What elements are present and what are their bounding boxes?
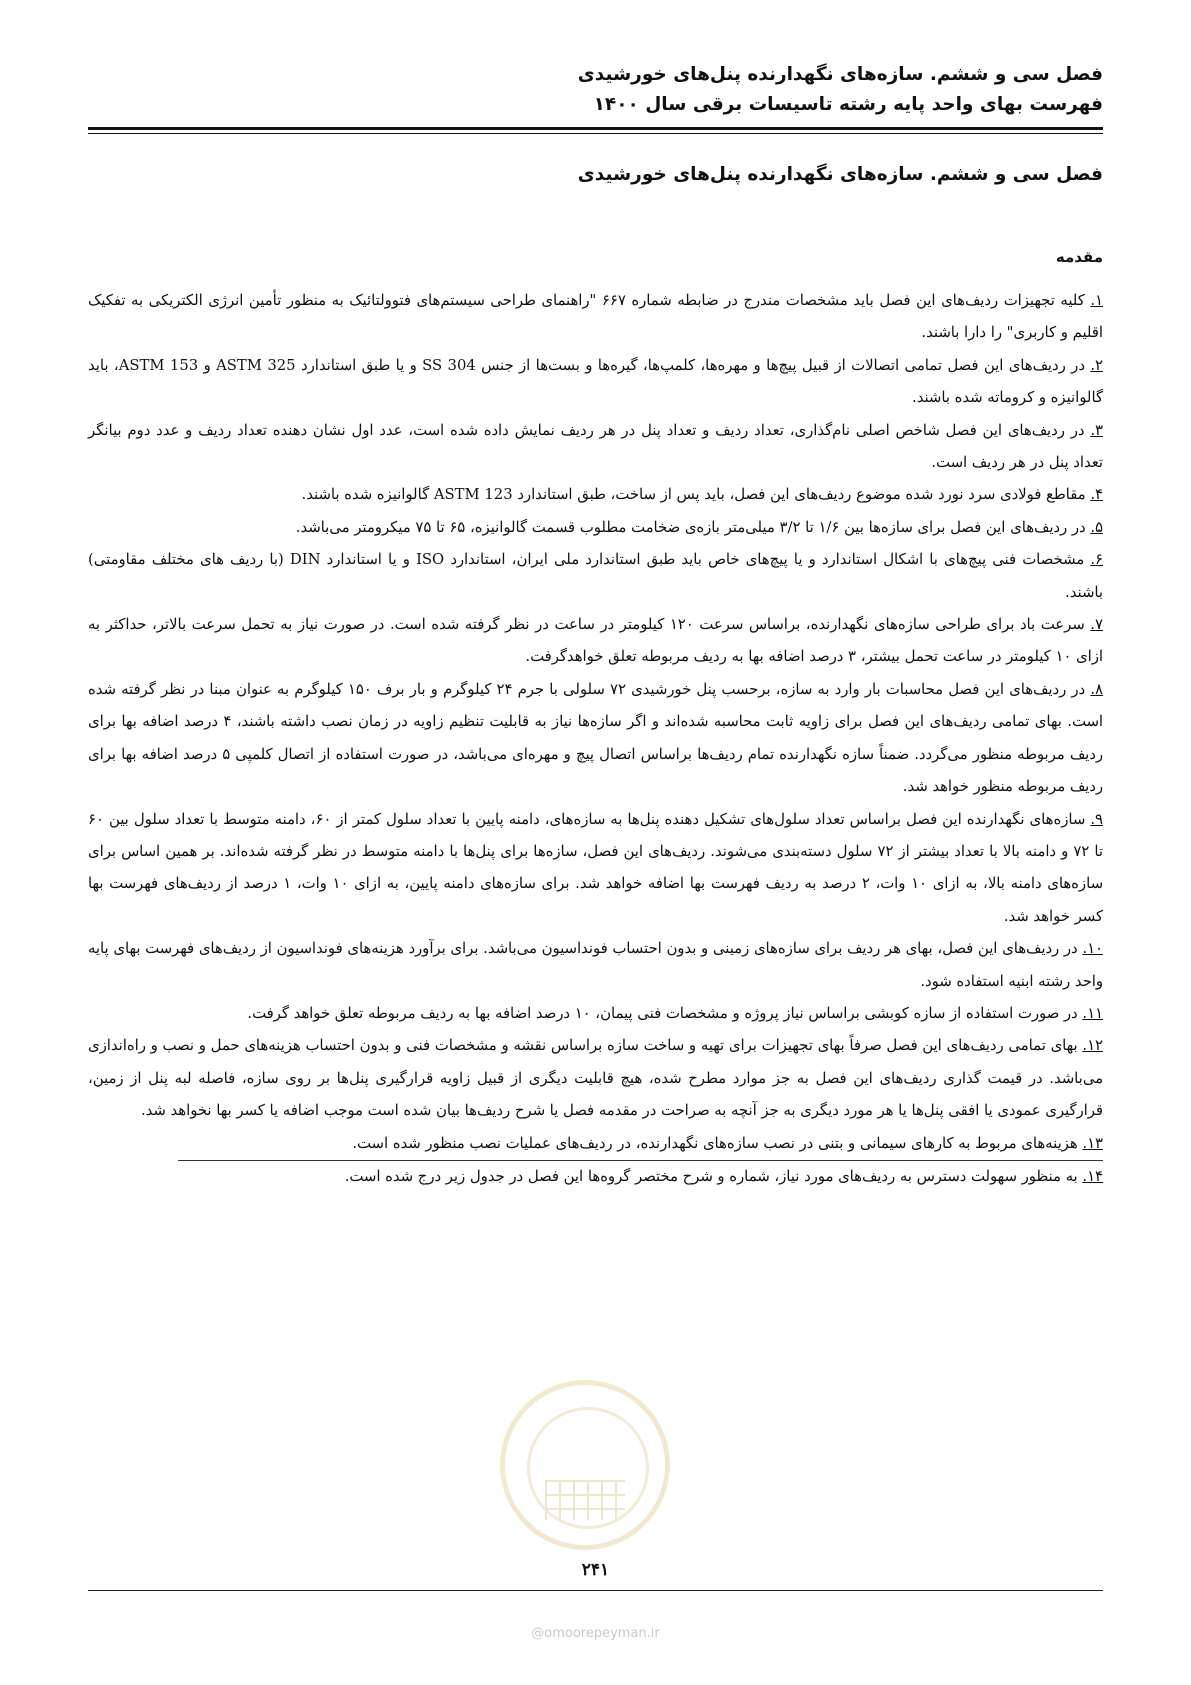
item-text: بهای تمامی ردیف‌های این فصل صرفاً بهای تجهیزات برای تهیه و ساخت سازه براساس نقشه و مشخصات فنی و بدون احتساب هزینه‌های حمل و نصب و راه‌اندازی می‌باشد. در قیمت گذاری ردیف‌های این فصل به جز موارد مطرح شده، هیچ قابلیت دیگری از قبیل زاویه قرارگیری پنل‌ها بر روی سازه، فاصله لبه پنل از زمین، قرارگیری عمودی یا افقی پنل‌ها یا هر مورد دیگری به جز آنچه به صراحت در مقدمه فصل یا شرح ردیف‌ها بیان شده است موجب اضافه یا کسر بها نخواهد شد.: [88, 1037, 1103, 1120]
list-item: [88, 1030, 1103, 1127]
list-item: [88, 544, 1103, 609]
header-rule-thick: [88, 127, 1103, 130]
list-item: [178, 1128, 1103, 1161]
item-number: ۱۴.: [1082, 1167, 1103, 1185]
item-text: در ردیف‌های این فصل تمامی اتصالات از قبیل پیچ‌ها و مهره‌ها، کلمپ‌ها، گیره‌ها و بست‌ها از جنس SS 304 و یا طبق استاندارد ASTM 325 و ASTM 153، باید گالوانیزه و کروماته شده باشند.: [88, 356, 1103, 407]
list-item: [88, 609, 1103, 674]
header-rule-thin: [88, 133, 1103, 134]
item-number: ۱۰.: [1082, 940, 1103, 958]
item-text: در ردیف‌های این فصل برای سازه‌ها بین ۱/۶ تا ۳/۲ میلی‌متر بازه‌ی ضخامت مطلوب قسمت گالوانیزه، ۶۵ تا ۷۵ میکرومتر می‌باشد.: [295, 518, 1086, 536]
list-item: [88, 415, 1103, 480]
item-number: ۵.: [1090, 518, 1103, 536]
list-item: [88, 933, 1103, 998]
intro-heading: مقدمه: [1055, 248, 1103, 266]
header-chapter-title: فصل سی و ششم. سازه‌های نگهدارنده پنل‌های خورشیدی: [577, 64, 1103, 85]
list-item: [88, 350, 1103, 415]
list-item: [88, 285, 1103, 350]
intro-items-list: [88, 285, 1103, 1193]
item-text: هزینه‌های مربوط به کارهای سیمانی و بتنی در نصب سازه‌های نگهدارنده، در ردیف‌های عملیات نصب منظور شده است.: [352, 1134, 1078, 1152]
watermark-text: @omoorepeyman.ir: [531, 1626, 660, 1641]
item-number: ۱۳.: [1082, 1134, 1103, 1152]
item-text: در صورت استفاده از سازه کوبشی براساس نیاز پروژه و مشخصات فنی پیمان، ۱۰ درصد اضافه بها به ردیف مربوطه تعلق خواهد گرفت.: [247, 1004, 1078, 1022]
seal-grid-pattern: [545, 1480, 625, 1520]
running-header: [88, 60, 1103, 120]
header-book-title: فهرست بهای واحد پایه رشته تاسیسات برقی سال ۱۴۰۰: [593, 94, 1103, 115]
item-number: ۶.: [1090, 551, 1103, 569]
list-item: [88, 998, 1103, 1030]
footer-rule: [88, 1590, 1103, 1591]
item-text: سرعت باد برای طراحی سازه‌های نگهدارنده، براساس سرعت ۱۲۰ کیلومتر در ساعت در نظر گرفته شده است. در صورت نیاز به تحمل سرعت بالاتر، حداکثر به ازای ۱۰ کیلومتر در ساعت تحمل بیشتر، ۳ درصد اضافه بها به ردیف مربوطه تعلق خواهدگرفت.: [88, 616, 1103, 666]
item-number: ۹.: [1090, 810, 1103, 828]
item-number: ۱۱.: [1082, 1004, 1103, 1022]
item-number: ۴.: [1090, 486, 1103, 504]
item-text: به منظور سهولت دسترس به ردیف‌های مورد نیاز، شماره و شرح مختصر گروه‌ها این فصل در جدول زیر درج شده است.: [344, 1167, 1078, 1185]
item-number: ۷.: [1090, 616, 1103, 634]
item-text: در ردیف‌های این فصل، بهای هر ردیف برای سازه‌های زمینی و بدون احتساب فونداسیون می‌باشد. برای برآورد هزینه‌های فونداسیون از ردیف‌های فهرست بهای پایه واحد رشته ابنیه استفاده شود.: [88, 940, 1103, 990]
item-number: ۸.: [1090, 680, 1103, 698]
list-item: [88, 674, 1103, 804]
list-item-wrapper: [88, 1128, 1103, 1161]
item-text: مقاطع فولادی سرد نورد شده موضوع ردیف‌های این فصل، باید پس از ساخت، طبق استاندارد ASTM 123 گالوانیزه شده باشند.: [301, 486, 1086, 504]
page-number: ۲۴۱: [581, 1560, 610, 1580]
item-text: کلیه تجهیزات ردیف‌های این فصل باید مشخصات مندرج در ضابطه شماره ۶۶۷ "راهنمای طراحی سیستم‌های فتوولتائیک به منظور تأمین انرژی الکتریکی به تفکیک اقلیم و کاربری" را دارا باشند.: [88, 292, 1103, 342]
list-item: [88, 1161, 1103, 1193]
item-number: ۱.: [1090, 292, 1103, 309]
item-text: در ردیف‌های این فصل شاخص اصلی نام‌گذاری، تعداد ردیف و تعداد پنل در هر ردیف نمایش داده شده است، عدد اول نشان دهنده تعداد ردیف و عدد دوم بیانگر تعداد پنل در هر ردیف است.: [88, 421, 1103, 472]
item-number: ۳.: [1090, 421, 1103, 439]
item-number: ۱۲.: [1082, 1037, 1103, 1055]
item-text: سازه‌های نگهدارنده این فصل براساس تعداد سلول‌های تشکیل دهنده پنل‌ها به سازه‌های، دامنه پایین با تعداد سلول کمتر از ۶۰، دامنه متوسط با تعداد سلول بین ۶۰ تا ۷۲ و دامنه بالا با تعداد بیشتر از ۷۲ سلول دسته‌بندی می‌شوند. ردیف‌های این فصل، سازه‌ها برای پنل‌ها با دامنه متوسط در نظر گرفته شده‌اند. بر همین اساس برای سازه‌های دامنه بالا، به ازای ۱۰ وات، ۲ درصد به ردیف فهرست بها اضافه خواهد شد. برای سازه‌های دامنه پایین، به ازای ۱۰ وات، ۱ درصد از ردیف‌های فهرست بها کسر خواهد شد.: [88, 810, 1103, 925]
list-item: [88, 479, 1103, 511]
item-text: مشخصات فنی پیچ‌های با اشکال استاندارد و یا پیچ‌های خاص باید طبق استاندارد ملی ایران، استاندارد ISO و یا استاندارد DIN (با ردیف های مختلف مقاومتی) باشند.: [88, 551, 1103, 601]
list-item: [88, 804, 1103, 934]
chapter-title: فصل سی و ششم. سازه‌های نگهدارنده پنل‌های خورشیدی: [577, 164, 1103, 185]
list-item: [88, 512, 1103, 544]
seal-watermark-icon: [500, 1380, 670, 1550]
item-number: ۲.: [1090, 356, 1103, 374]
item-text: در ردیف‌های این فصل محاسبات بار وارد به سازه، برحسب پنل خورشیدی ۷۲ سلولی با جرم ۲۴ کیلوگرم و بار برف ۱۵۰ کیلوگرم به عنوان مبنا در نظر گرفته شده است. بهای تمامی ردیف‌های این فصل برای زاویه ثابت محاسبه شده‌اند و اگر سازه‌ها نیاز به قابلیت تنظیم زاویه در زمان نصب داشته باشند، ۴ درصد اضافه بها برای ردیف مربوطه منظور می‌گردد. ضمناً سازه نگهدارنده تمام ردیف‌ها براساس اتصال پیچ و مهره‌ای می‌باشد، در صورت استفاده از اتصال کلمپی ۵ درصد اضافه بها برای ردیف مربوطه منظور خواهد شد.: [88, 680, 1104, 796]
